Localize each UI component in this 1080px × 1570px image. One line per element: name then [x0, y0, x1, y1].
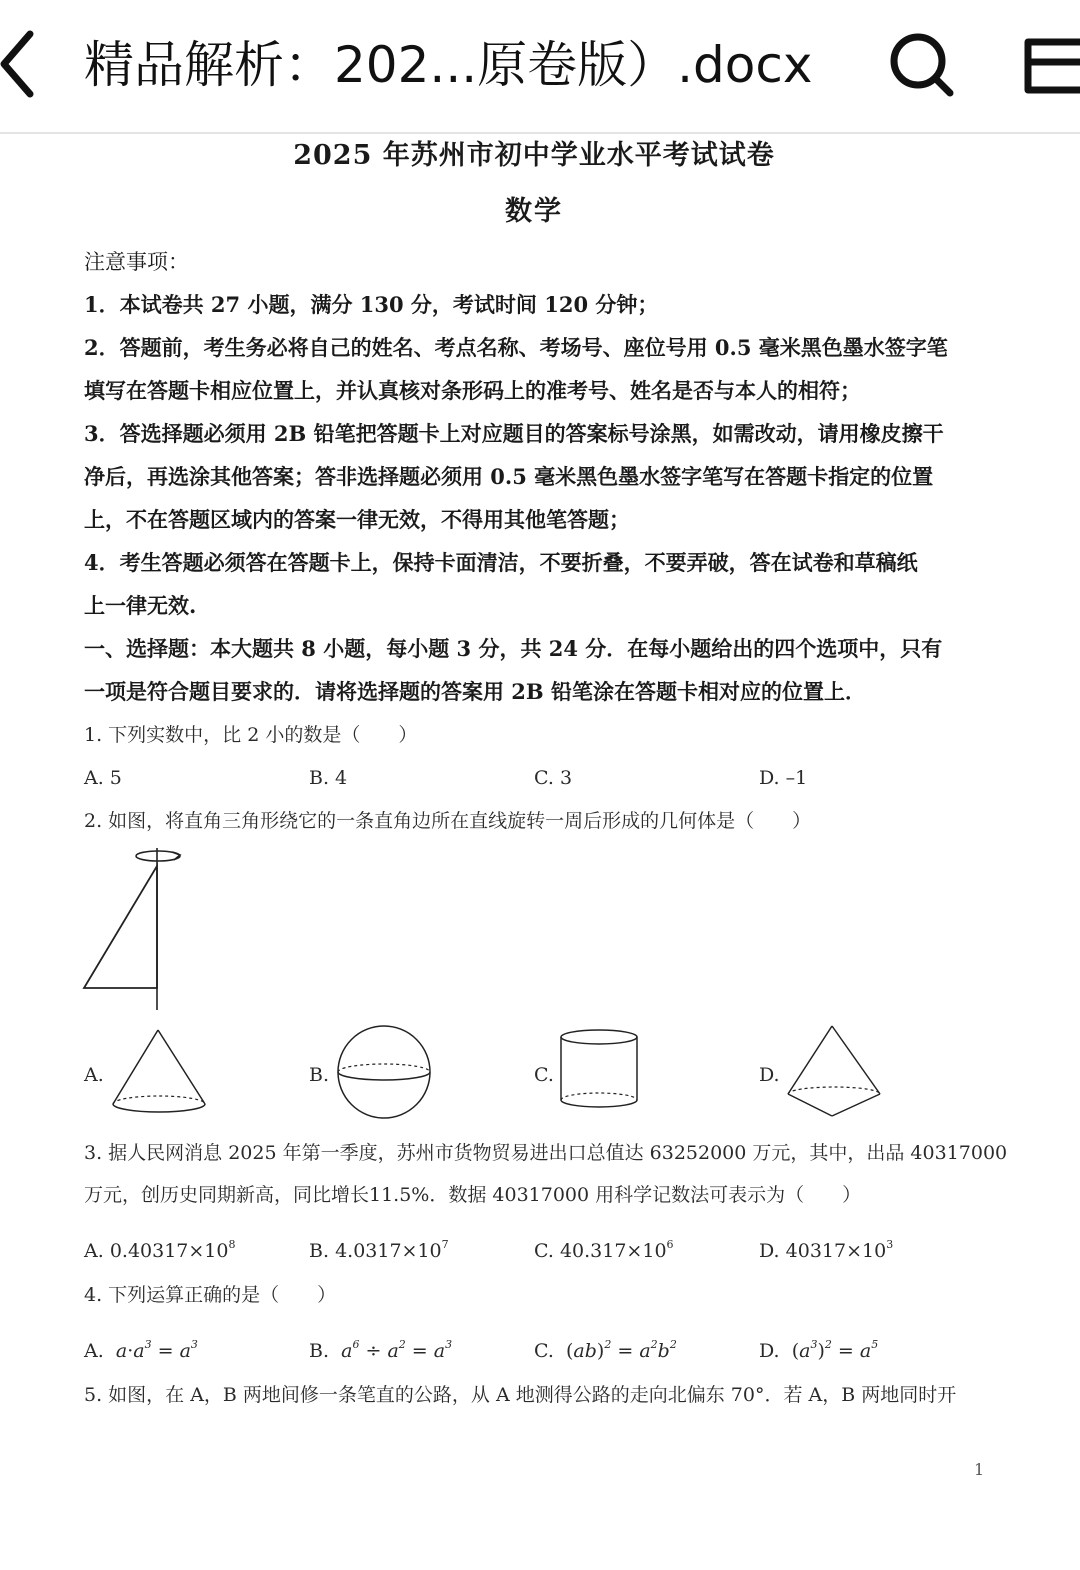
section-heading-a: 一、选择题：本大题共 8 小题，每小题 3 分，共 24 分．在每小题给出的四个选项中，只有	[84, 636, 943, 661]
q2-option-b-label: B.	[309, 1064, 330, 1086]
q3-stem-a: 3. 据人民网消息 2025 年第一季度，苏州市货物贸易进出口总值达 63252000 万元，其中，出品 40317000	[84, 1142, 1008, 1164]
q3-option-d	[759, 1228, 893, 1268]
q4-option-b-formula: $a^6 \div a^2 = a^3$	[335, 1338, 453, 1362]
right-triangle-rotation-figure	[84, 844, 214, 1014]
q4-option-a-formula: $a\cdot a^3 = a^3$	[109, 1338, 198, 1362]
notice-3b: 净后，再选涂其他答案；答非选择题必须用 0.5 毫米黑色墨水签字笔写在答题卡指定的位置	[84, 464, 934, 489]
page-number: 1	[974, 1460, 985, 1479]
q2-option-d-label: D.	[759, 1064, 780, 1086]
sphere-figure	[336, 1024, 436, 1124]
q3-option-c-mantissa: 40.317×10	[559, 1240, 667, 1262]
q4-option-d-label: D.	[759, 1340, 780, 1362]
q3-option-a-exponent: 8	[228, 1238, 236, 1251]
q1-stem: 1. 下列实数中，比 2 小的数是（ ）	[84, 724, 418, 746]
q3-option-a	[84, 1228, 235, 1268]
back-button[interactable]	[0, 28, 48, 100]
split-view-icon	[1020, 36, 1080, 96]
q4-option-a	[84, 1328, 198, 1368]
notice-4a: 4．考生答题必须答在答题卡上，保持卡面清洁，不要折叠，不要弄破，答在试卷和草稿纸	[84, 550, 918, 575]
q3-option-b-label: B.	[309, 1240, 330, 1262]
q3-option-d-label: D.	[759, 1240, 780, 1262]
search-icon	[888, 30, 954, 96]
q1-option-b: B. 4	[309, 767, 348, 789]
notice-heading: 注意事项：	[84, 250, 189, 274]
q4-stem: 4. 下列运算正确的是（ ）	[84, 1284, 337, 1306]
q2-option-a-label: A.	[84, 1064, 104, 1086]
notice-3c: 上，不在答题区域内的答案一律无效，不得用其他笔答题；	[84, 507, 630, 532]
notice-1: 1．本试卷共 27 小题，满分 130 分，考试时间 120 分钟；	[84, 292, 659, 317]
q4-option-a-label: A.	[84, 1340, 104, 1362]
q3-option-a-mantissa: 0.40317×10	[109, 1240, 229, 1262]
chevron-left-icon	[0, 28, 48, 100]
notice-2b: 填写在答题卡相应位置上，并认真核对条形码上的准考号、姓名是否与本人的相符；	[84, 378, 861, 403]
search-button[interactable]	[888, 30, 954, 96]
double-cone-figure	[786, 1024, 886, 1120]
q3-option-c-label: C.	[534, 1240, 554, 1262]
cylinder-figure	[560, 1028, 650, 1118]
q2-stem: 2. 如图，将直角三角形绕它的一条直角边所在直线旋转一周后形成的几何体是（ ）	[84, 810, 812, 832]
q3-stem-b: 万元，创历史同期新高，同比增长11.5%．数据 40317000 用科学记数法可表示为（ ）	[84, 1184, 862, 1206]
q3-option-d-mantissa: 40317×10	[785, 1240, 887, 1262]
exam-title: 2025 年苏州市初中学业水平考试试卷	[293, 140, 775, 171]
q1-option-c: C. 3	[534, 767, 573, 789]
q3-option-b	[309, 1228, 449, 1268]
split-view-button[interactable]	[1020, 36, 1080, 96]
top-bar	[0, 0, 1080, 134]
q3-option-b-exponent: 7	[441, 1238, 449, 1251]
q1-option-d: D. –1	[759, 767, 808, 789]
q3-option-d-exponent: 3	[886, 1238, 894, 1251]
q4-option-d	[759, 1328, 878, 1368]
q1-option-a: A. 5	[84, 767, 122, 789]
cone-figure	[110, 1028, 210, 1118]
q4-option-b	[309, 1328, 452, 1368]
q3-option-b-mantissa: 4.0317×10	[335, 1240, 442, 1262]
q4-option-c-label: C.	[534, 1340, 554, 1362]
notice-2a: 2．答题前，考生务必将自己的姓名、考点名称、考场号、座位号用 0.5 毫米黑色墨水签字笔	[84, 335, 948, 360]
right-triangle	[84, 866, 157, 988]
q3-option-a-label: A.	[84, 1240, 104, 1262]
section-heading-b: 一项是符合题目要求的．请将选择题的答案用 2B 铅笔涂在答题卡相对应的位置上．	[84, 679, 866, 704]
q5-stem: 5. 如图，在 A，B 两地间修一条笔直的公路，从 A 地测得公路的走向北偏东 70°．若 A，B 两地同时开	[84, 1384, 957, 1406]
notice-4b: 上一律无效.	[84, 593, 197, 618]
q3-option-c-exponent: 6	[666, 1238, 674, 1251]
q2-option-c-label: C.	[534, 1064, 554, 1086]
document-title: 精品解析：202...原卷版）.docx	[84, 36, 813, 94]
q4-option-d-formula: $(a^3)^2 = a^5$	[791, 1338, 879, 1362]
q4-option-c	[534, 1328, 677, 1368]
q4-option-c-formula: $(ab)^2 = a^2b^2$	[566, 1338, 677, 1362]
notice-3a: 3．答选择题必须用 2B 铅笔把答题卡上对应题目的答案标号涂黑，如需改动，请用橡皮擦干	[84, 421, 944, 446]
q3-option-c	[534, 1228, 674, 1268]
q4-option-b-label: B.	[309, 1340, 330, 1362]
exam-subject: 数学	[505, 196, 563, 227]
